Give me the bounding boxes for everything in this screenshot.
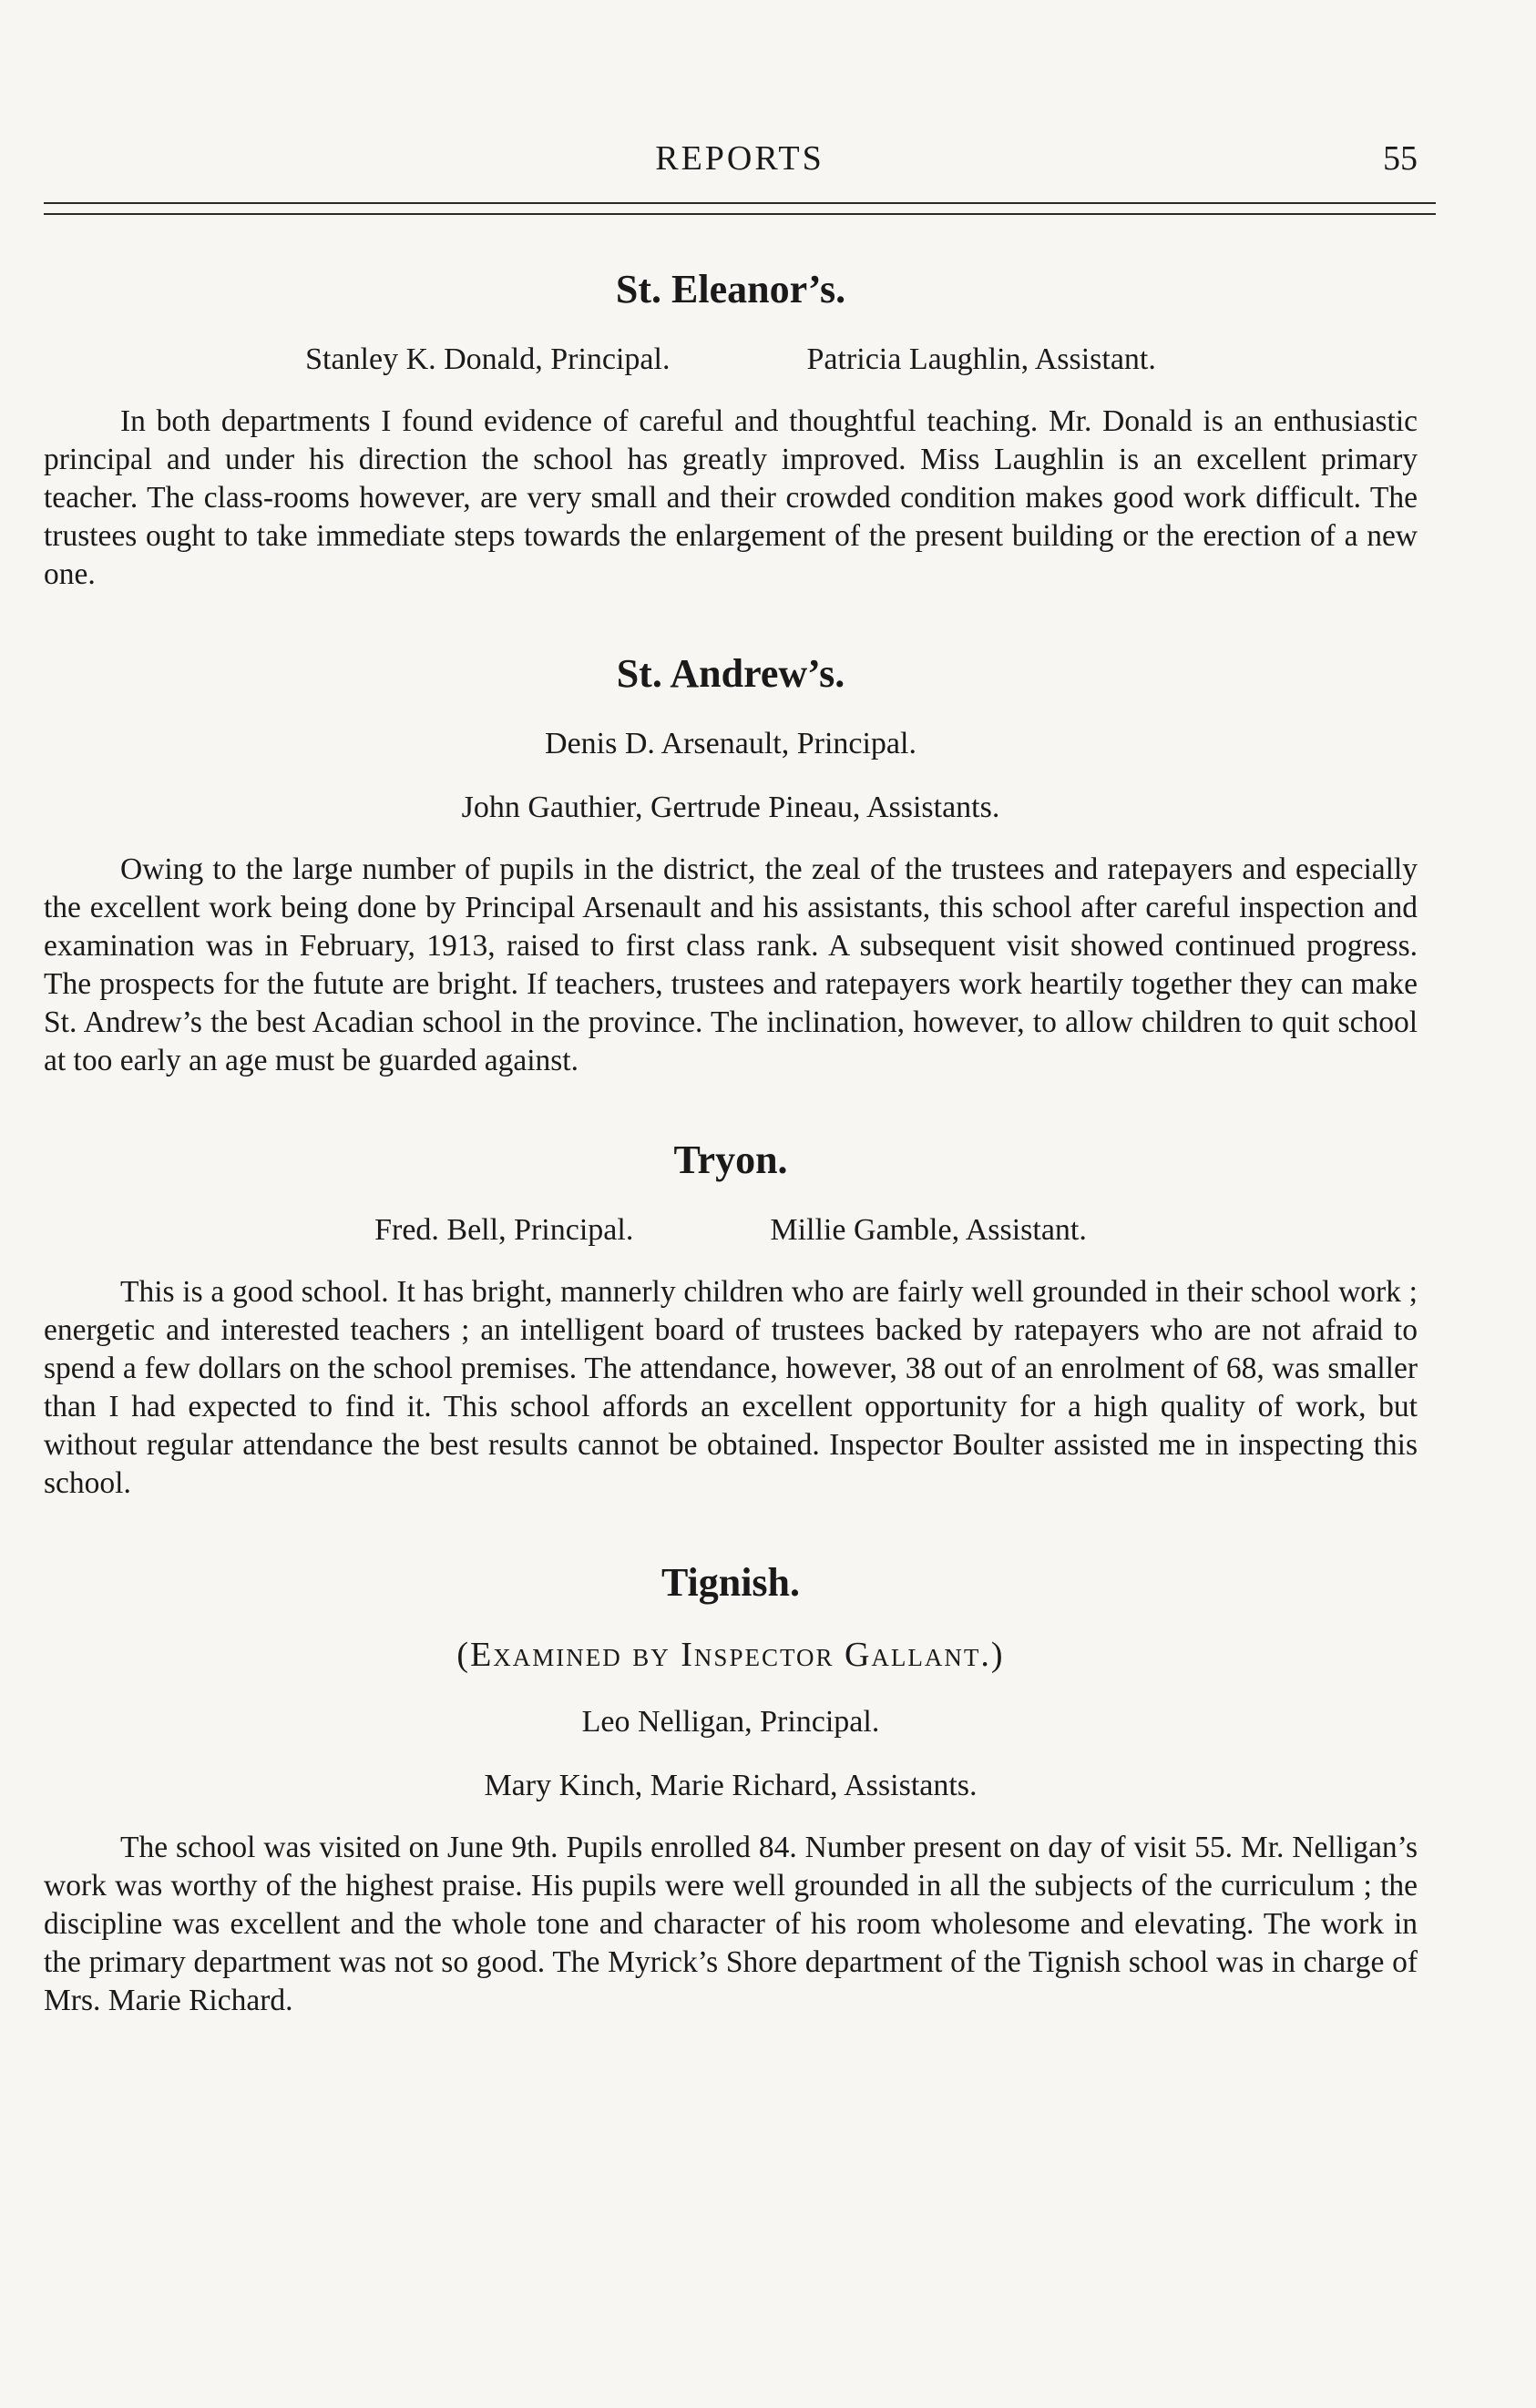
running-head xyxy=(44,138,1436,193)
assistant-name: Patricia Laughlin, Assistant. xyxy=(806,342,1156,376)
section-heading: Tignish. xyxy=(660,1560,801,1605)
section-heading: Tryon. xyxy=(673,1138,788,1182)
staff-line xyxy=(44,339,1418,381)
assistants-line: John Gauthier, Gertrude Pineau, Assistants. xyxy=(461,791,1000,824)
section-tryon xyxy=(44,1135,1418,1503)
report-body xyxy=(44,264,1418,2020)
assistant-name: Millie Gamble, Assistant. xyxy=(770,1213,1087,1247)
section-heading: St. Eleanor’s. xyxy=(615,267,846,311)
section-heading: St. Andrew’s. xyxy=(616,651,845,696)
principal-name: Stanley K. Donald, Principal. xyxy=(305,342,671,376)
section-st-andrews xyxy=(44,648,1418,1080)
assistants-line: Mary Kinch, Marie Richard, Assistants. xyxy=(484,1769,978,1802)
section-body: The school was visited on June 9th. Pupils enrolled 84. Number present on day of visit 55. Mr. Nelligan’s work was worthy of the highest praise. His pupils were well grounded in all the subjects of the curriculum ; the discipline was excellent and the whole tone and character of his room wholesome and elevating. The work in the primary department was not so good. The Myrick’s Shore department of the Tignish school was in charge of Mrs. Marie Richard. xyxy=(44,1831,1418,2017)
section-tignish xyxy=(44,1557,1418,2020)
section-st-eleanors xyxy=(44,264,1418,594)
section-body: Owing to the large number of pupils in the district, the zeal of the trustees and ratepayers and especially the excellent work being done by Principal Arsenault and his assistants, this school after careful inspection and examination was in February, 1913, raised to first class rank. A subsequent visit showed continued progress. The prospects for the futute are bright. If teachers, trustees and ratepayers work heartily together they can make St. Andrew’s the best Acadian school in the province. The inclination, however, to allow children to quit school at too early an age must be guarded against. xyxy=(44,852,1418,1077)
principal-line: Leo Nelligan, Principal. xyxy=(581,1705,880,1739)
examiner-note: (Examined by Inspector Gallant.) xyxy=(456,1636,1005,1674)
principal-name: Fred. Bell, Principal. xyxy=(374,1213,634,1247)
section-body: In both departments I found evidence of careful and thoughtful teaching. Mr. Donald is an enthusiastic principal and under his direction the school has greatly improved. Miss Laughlin is an excellent primary teacher. The class-rooms however, are very small and their crowded condition makes good work difficult. The trustees ought to take immediate steps towards the enlargement of the present building or the erection of a new one. xyxy=(44,404,1418,591)
page-number: 55 xyxy=(1383,139,1418,178)
header-rule-top xyxy=(44,202,1436,204)
running-title: REPORTS xyxy=(655,139,824,178)
principal-line: Denis D. Arsenault, Principal. xyxy=(545,727,916,760)
section-body: This is a good school. It has bright, mannerly children who are fairly well grounded in their school work ; energetic and interested teachers ; an intelligent board of trustees backed by ratepayers who are not afraid to spend a few dollars on the school premises. The attendance, however, 38 out of an enrolment of 68, was smaller than I had expected to find it. This school affords an excellent opportunity for a high quality of work, but without regular attendance the best results cannot be obtained. Inspector Boulter assisted me in inspecting this school. xyxy=(44,1275,1418,1500)
header-rule-bottom xyxy=(44,213,1436,215)
staff-line xyxy=(44,1209,1418,1251)
